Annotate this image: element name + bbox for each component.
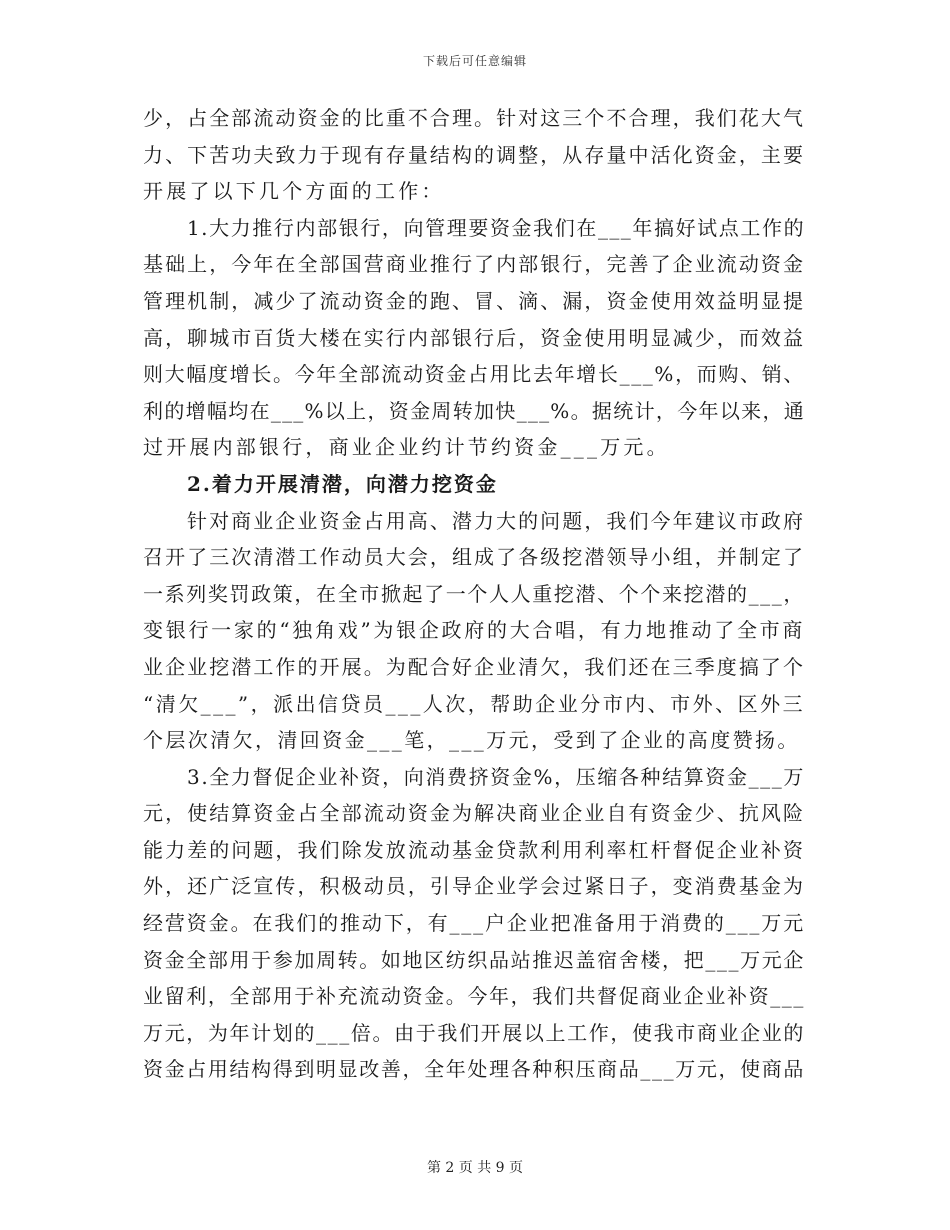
text-line: 变银行一家的“独角戏”为银企政府的大合唱，有力地推动了全市商: [143, 618, 805, 643]
text-line: 资金占用结构得到明显改善，全年处理各种积压商品___万元，使商品: [143, 1057, 805, 1082]
text-line: 高，聊城市百货大楼在实行内部银行后，资金使用明显减少，而效益: [143, 325, 805, 350]
text-line: 能力差的问题，我们除发放流动基金贷款利用利率杠杆督促企业补资: [143, 837, 805, 862]
text-line: 资金全部用于参加周转。如地区纺织品站推迟盖宿舍楼，把___万元企: [143, 947, 805, 972]
page-number-footer: 第 2 页 共 9 页: [426, 1160, 524, 1176]
text-line: 开展了以下几个方面的工作：: [143, 179, 445, 204]
text-line: 基础上，今年在全部国营商业推行了内部银行，完善了企业流动资金: [143, 252, 805, 277]
text-line: 利的增幅均在___%以上，资金周转加快___%。据统计，今年以来，通: [143, 398, 805, 423]
text-line: 少，占全部流动资金的比重不合理。针对这三个不合理，我们花大气: [143, 106, 805, 130]
text-line: 业企业挖潜工作的开展。为配合好企业清欠，我们还在三季度搞了个: [143, 654, 805, 679]
text-line: 万元，为年计划的___倍。由于我们开展以上工作，使我市商业企业的: [143, 1020, 805, 1045]
text-line: 过开展内部银行，商业企业约计节约资金___万元。: [143, 435, 670, 460]
page-header: 下载后可任意编辑: [422, 54, 527, 68]
text-line: 一系列奖罚政策，在全市掀起了一个人人重挖潜、个个来挖潜的___，: [143, 581, 805, 606]
text-line: 1.大力推行内部银行，向管理要资金我们在___年搞好试点工作的: [187, 215, 805, 240]
text-line: 3.全力督促企业补资，向消费挤资金%，压缩各种结算资金___万: [187, 764, 805, 789]
section-heading: 2.着力开展清潜，向潜力挖资金: [187, 471, 498, 496]
text-line: 管理机制，减少了流动资金的跑、冒、滴、漏，资金使用效益明显提: [143, 288, 805, 313]
text-line: 经营资金。在我们的推动下，有___户企业把准备用于消费的___万元: [143, 911, 805, 936]
text-line: 召开了三次清潜工作动员大会，组成了各级挖潜领导小组，并制定了: [143, 545, 805, 570]
text-line: 针对商业企业资金占用高、潜力大的问题，我们今年建议市政府: [187, 508, 805, 533]
text-line: “清欠___”，派出信贷员___人次，帮助企业分市内、市外、区外三: [143, 691, 805, 716]
text-line: 业留利，全部用于补充流动资金。今年，我们共督促商业企业补资___: [143, 984, 805, 1009]
text-line: 力、下苦功夫致力于现有存量结构的调整，从存量中活化资金，主要: [143, 142, 805, 167]
text-line: 则大幅度增长。今年全部流动资金占用比去年增长___%，而购、销、: [143, 362, 805, 387]
text-line: 个层次清欠，清回资金___笔，___万元，受到了企业的高度赞扬。: [143, 728, 800, 753]
text-line: 外，还广泛宣传，积极动员，引导企业学会过紧日子，变消费基金为: [143, 874, 805, 899]
document-body: [143, 100, 805, 1088]
text-line: 元，使结算资金占全部流动资金为解决商业企业自有资金少、抗风险: [143, 801, 805, 826]
